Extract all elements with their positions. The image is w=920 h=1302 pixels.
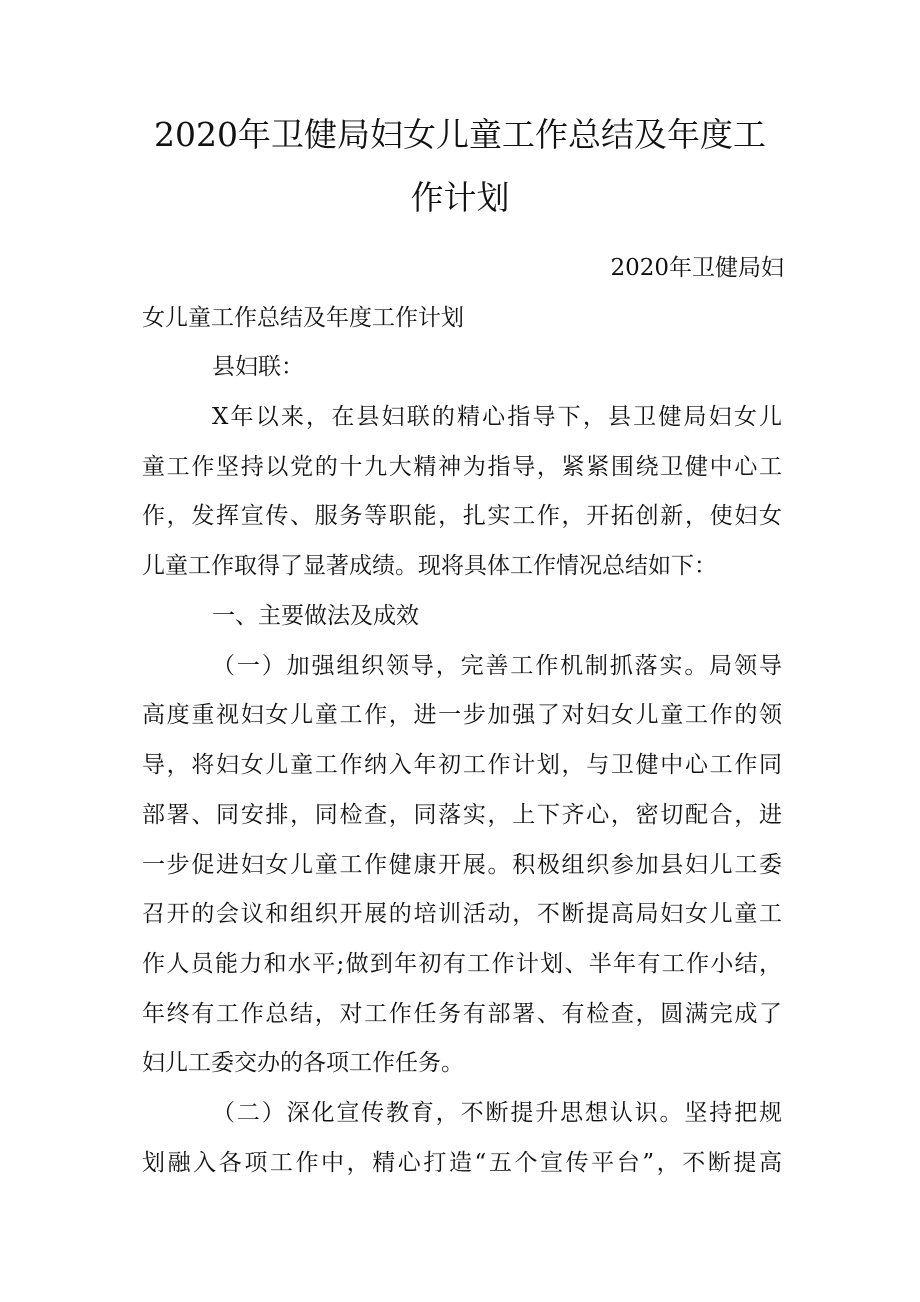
paragraph-line: （一）加强组织领导，完善工作机制抓落实。局领导 — [212, 653, 782, 679]
document-title-line-1: 2020年卫健局妇女儿童工作总结及年度工 — [154, 115, 766, 154]
paragraph-line: 高度重视妇女儿童工作，进一步加强了对妇女儿童工作的领 — [142, 702, 782, 728]
paragraph-line: 召开的会议和组织开展的培训活动，不断提高局妇女儿童工 — [142, 901, 782, 927]
paragraph-line: 作，发挥宣传、服务等职能，扎实工作，开拓创新，使妇女 — [142, 503, 782, 529]
paragraph-line: 儿童工作取得了显著成绩。现将具体工作情况总结如下： — [142, 553, 717, 579]
paragraph-line: 作人员能力和水平;做到年初有工作计划、半年有工作小结， — [142, 951, 782, 977]
paragraph-line: 年终有工作总结，对工作任务有部署、有检查，圆满完成了 — [142, 1001, 782, 1027]
paragraph-line: X年以来，在县妇联的精心指导下，县卫健局妇女儿 — [212, 404, 782, 430]
paragraph-line: （二）深化宣传教育，不断提升思想认识。坚持把规 — [212, 1100, 782, 1126]
paragraph-line: 划融入各项工作中，精心打造“五个宣传平台”，不断提高 — [142, 1150, 782, 1176]
paragraph-line: 部署、同安排，同检查，同落实，上下齐心，密切配合，进 — [142, 802, 782, 828]
document-title-line-2: 作计划 — [410, 178, 510, 217]
section-heading: 一、主要做法及成效 — [212, 603, 419, 629]
paragraph-line: 导，将妇女儿童工作纳入年初工作计划，与卫健中心工作同 — [142, 752, 782, 778]
subtitle-line-1: 2020年卫健局妇 — [610, 255, 784, 281]
salutation: 县妇联： — [212, 354, 304, 380]
subtitle-line-2: 女儿童工作总结及年度工作计划 — [142, 305, 464, 331]
paragraph-line: 童工作坚持以党的十九大精神为指导，紧紧围绕卫健中心工 — [142, 454, 782, 480]
paragraph-line: 妇儿工委交办的各项工作任务。 — [142, 1050, 464, 1076]
paragraph-line: 一步促进妇女儿童工作健康开展。积极组织参加县妇儿工委 — [142, 852, 782, 878]
